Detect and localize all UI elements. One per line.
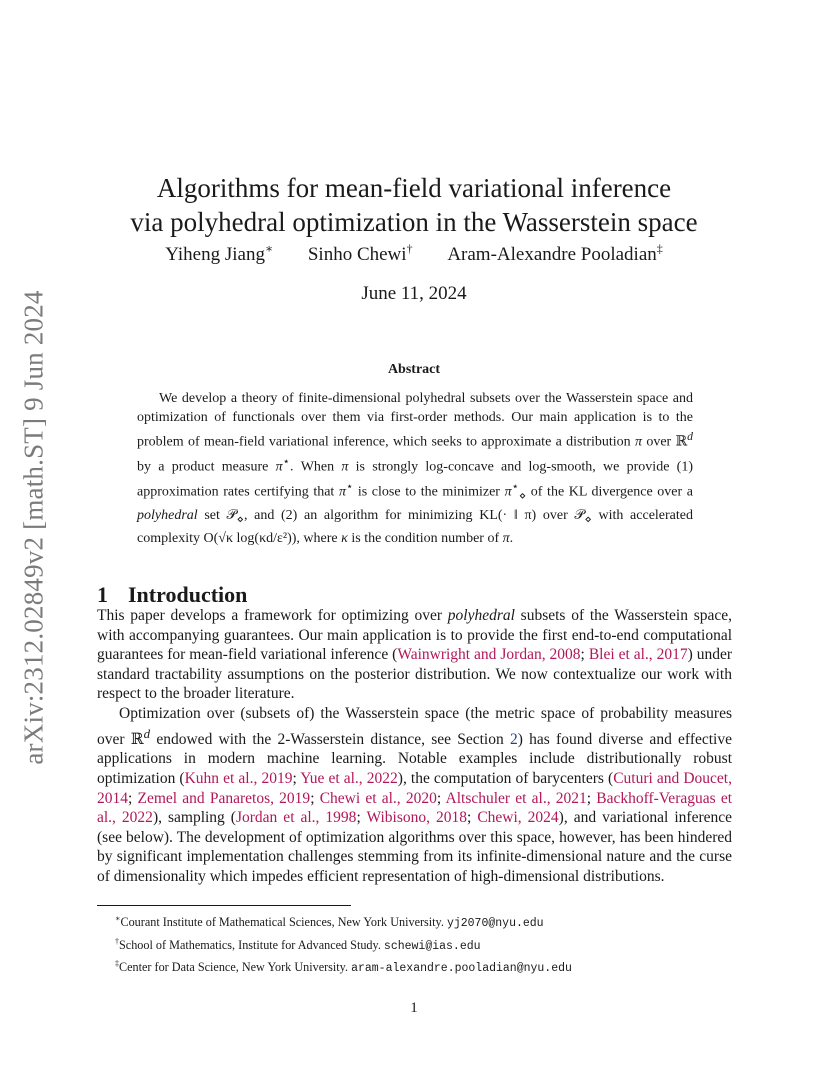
title-line-1: Algorithms for mean-field variational inference <box>156 173 672 204</box>
footnotes <box>97 910 732 978</box>
author-email: schewi@ias.edu <box>383 939 481 953</box>
footnote: ∗Courant Institute of Mathematical Sciences, New York University. yj2070@nyu.edu <box>115 914 544 931</box>
citation-link[interactable]: Altschuler et al., 2021 <box>445 789 587 807</box>
arxiv-identifier <box>12 287 56 767</box>
body-paragraph: This paper develops a framework for optimizing over polyhedral subsets of the Wasserstein space, with accompanying guarantees. Our main application is to provide the first end-to-end computational guarantees for mean-field variational inference (Wainwright and Jordan, 2008; Blei et al., 2017) under standard tractability assumptions on the posterior distribution. We now contextualize our work with respect to the broader literature. <box>97 607 733 703</box>
citation-link[interactable]: Jordan et al., 1998 <box>235 809 357 827</box>
citation-link[interactable]: Chewi, 2024 <box>477 809 559 827</box>
paper-title <box>0 171 828 239</box>
citation-link[interactable]: Yue et al., 2022 <box>300 769 398 787</box>
section-reference-link[interactable]: 2 <box>509 730 518 748</box>
title-line-2: via polyhedral optimization in the Wasserstein space <box>130 207 698 238</box>
citation-link[interactable]: Cuturi and Doucet, 2014 <box>97 769 732 807</box>
author: Sinho Chewi† <box>307 242 413 266</box>
publication-date: June 11, 2024 <box>361 283 467 304</box>
section-heading <box>97 582 247 608</box>
author-email: yj2070@nyu.edu <box>446 917 544 931</box>
author: Yiheng Jiang∗ <box>165 242 274 266</box>
section-title: Introduction <box>128 582 248 608</box>
citation-link[interactable]: Kuhn et al., 2019 <box>184 769 293 787</box>
abstract-body <box>137 389 693 548</box>
author: Aram-Alexandre Pooladian‡ <box>447 242 663 266</box>
page-number: 1 <box>410 1000 418 1016</box>
section-number: 1 <box>97 582 108 608</box>
citation-link[interactable]: Wainwright and Jordan, 2008 <box>397 646 581 664</box>
arxiv-identifier-text: arXiv:2312.02849v2 [math.ST] 9 Jun 2024 <box>18 289 49 765</box>
citation-link[interactable]: Zemel and Panaretos, 2019 <box>137 789 311 807</box>
section-body <box>97 606 732 886</box>
author-affiliation-mark: † <box>406 242 413 256</box>
abstract-heading: Abstract <box>387 362 441 377</box>
citation-link[interactable]: Backhoff-Veraguas et al., 2022 <box>97 789 733 827</box>
body-paragraph: Optimization over (subsets of) the Wasserstein space (the metric space of probability measures over ℝ$^d$ endowed with the 2-Wasserstein distance, see Section 2) has found diverse and effective applications in modern machine learning. Notable examples include distributionally robust optimization (Kuhn et al., 2019; Yue et al., 2022), the computation of barycenters (Cuturi and Doucet, 2014; Zemel and Panaretos, 2019; Chewi et al., 2020; Altschuler et al., 2021; Backhoff-Veraguas et al., 2022), sampling (Jordan et al., 1998; Wibisono, 2018; Chewi, 2024), and variational inference (see below). The development of optimization algorithms over this space, however, has been hindered by significant implementation challenges stemming from its infinite-dimensional nature and the curse of dimensionality which impedes efficient representation of high-dimensional distributions. <box>97 704 733 885</box>
author-affiliation-mark: ‡ <box>656 242 663 256</box>
author-affiliation-mark: ∗ <box>264 242 274 256</box>
footnote-divider <box>97 905 351 906</box>
author-list <box>0 242 828 266</box>
abstract-paragraph: We develop a theory of finite-dimensional polyhedral subsets over the Wasserstein space and optimization of functionals over them via first-order methods. Our main application is to the problem of mean-field variational inference, which seeks to approximate a distribution π over ℝ$^d$ by a product measure π⋆. When π is strongly log-concave and log-smooth, we provide (1) approximation rates certifying that π⋆ is close to the minimizer $\pi^⋆_⋄$ of the KL divergence over a polyhedral set 𝒫$_⋄$, and (2) an algorithm for minimizing KL(· ‖ π) over 𝒫$_⋄$ with accelerated complexity O(√κ log(κd/ε²)), where κ is the condition number of π. <box>137 391 693 546</box>
citation-link[interactable]: Wibisono, 2018 <box>366 809 467 827</box>
footnote: †School of Mathematics, Institute for Advanced Study. schewi@ias.edu <box>115 936 481 953</box>
citation-link[interactable]: Blei et al., 2017 <box>588 646 688 664</box>
citation-link[interactable]: Chewi et al., 2020 <box>319 789 437 807</box>
author-email: aram-alexandre.pooladian@nyu.edu <box>351 962 572 976</box>
footnote: ‡Center for Data Science, New York University. aram-alexandre.pooladian@nyu.edu <box>115 959 572 976</box>
